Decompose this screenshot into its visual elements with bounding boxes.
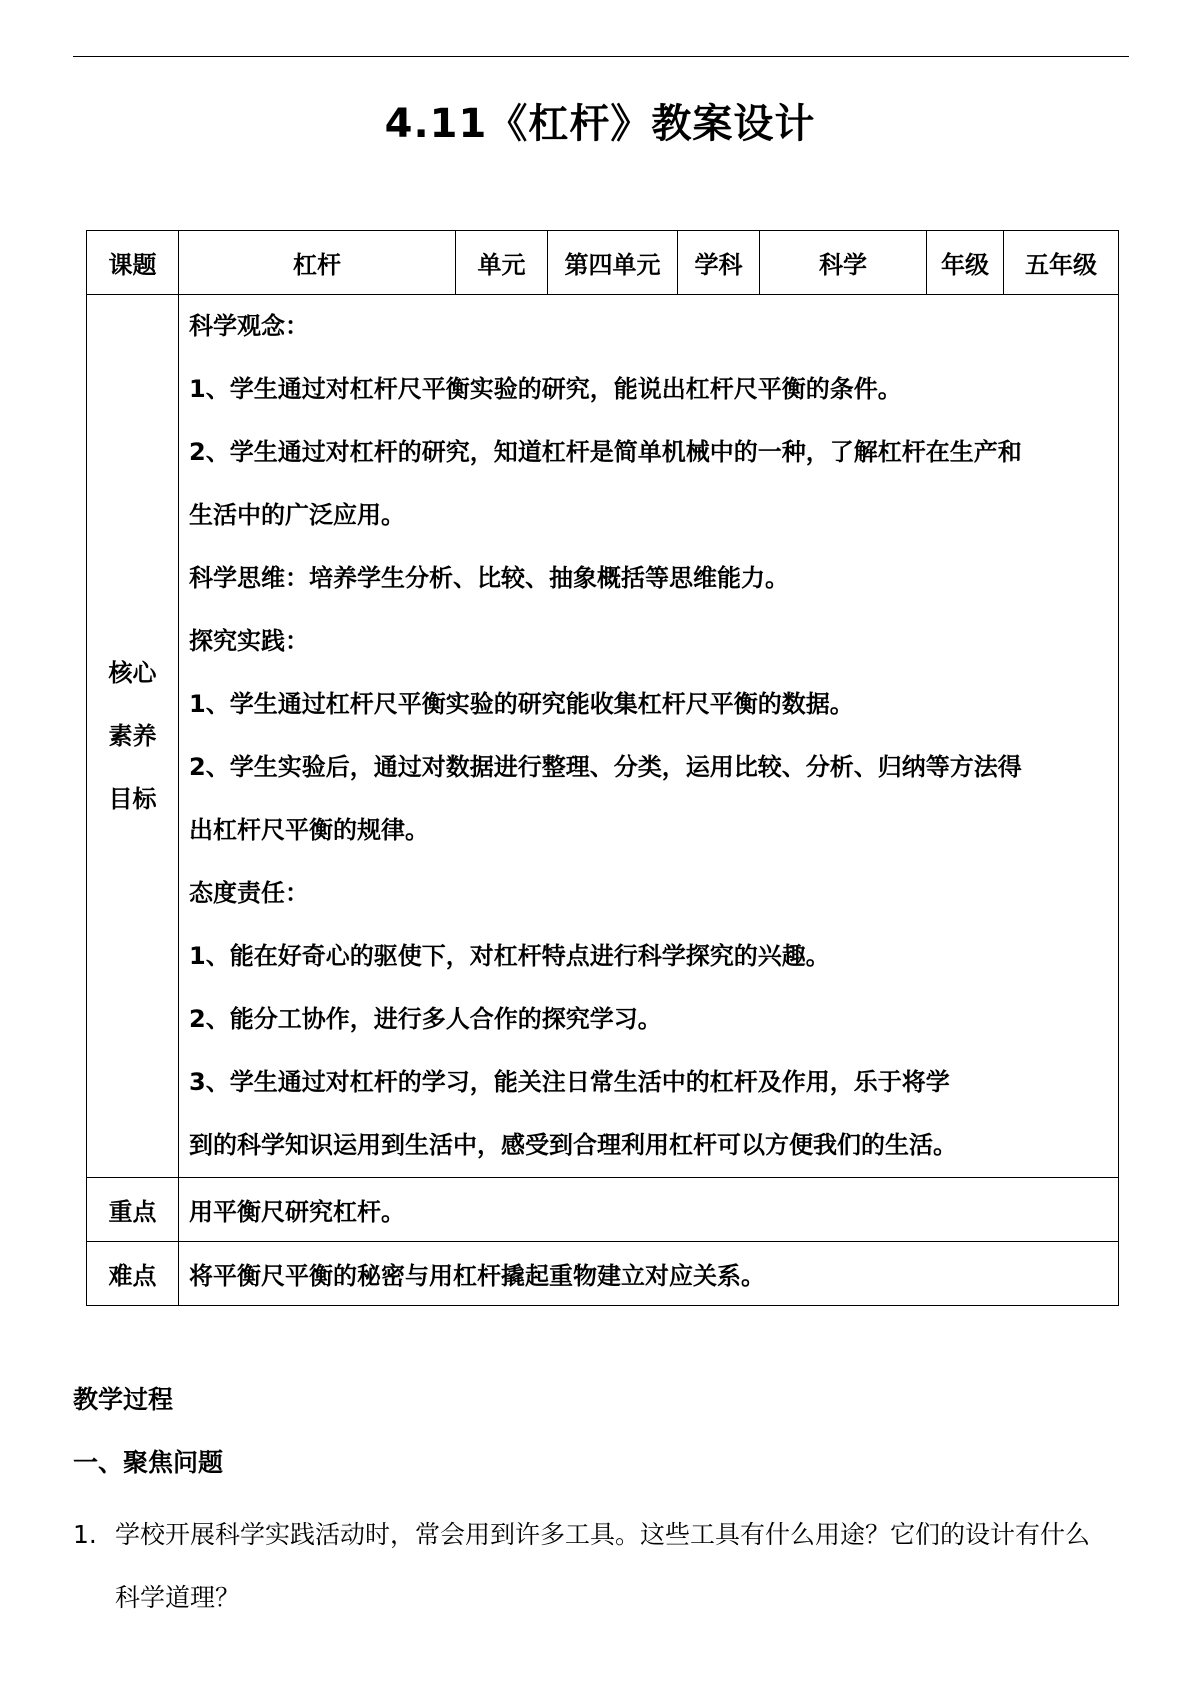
grade-value: 五年级 <box>1004 231 1119 295</box>
subject-label: 学科 <box>678 231 760 295</box>
list-item <box>73 1503 1133 1629</box>
goals-label-line: 目标 <box>108 784 157 813</box>
goal-line: 3、学生通过对杠杆的学习，能关注日常生活中的杠杆及作用，乐于将学 <box>189 1068 950 1096</box>
difficulty-label: 难点 <box>87 1242 179 1306</box>
unit-value: 第四单元 <box>548 231 678 295</box>
key-point-row <box>87 1178 1119 1242</box>
subject-value: 科学 <box>760 231 927 295</box>
list-item-number: 1. <box>73 1520 97 1549</box>
difficulty-text: 将平衡尺平衡的秘密与用杠杆撬起重物建立对应关系。 <box>179 1242 1119 1306</box>
goal-line: 态度责任： <box>189 879 309 907</box>
difficulty-row <box>87 1242 1119 1306</box>
goals-row <box>87 295 1119 1178</box>
goal-line: 2、能分工协作，进行多人合作的探究学习。 <box>189 1005 662 1033</box>
goal-line: 1、能在好奇心的驱使下，对杠杆特点进行科学探究的兴趣。 <box>189 942 830 970</box>
header-row <box>87 231 1119 295</box>
process-heading: 教学过程 <box>73 1385 174 1414</box>
goal-line: 1、学生通过杠杆尺平衡实验的研究能收集杠杆尺平衡的数据。 <box>189 690 854 718</box>
goal-line: 科学思维：培养学生分析、比较、抽象概括等思维能力。 <box>189 564 789 592</box>
goal-line: 生活中的广泛应用。 <box>189 501 405 529</box>
unit-label: 单元 <box>456 231 548 295</box>
list-item-line: 学校开展科学实践活动时，常会用到许多工具。这些工具有什么用途？它们的设计有什么 <box>115 1520 1091 1549</box>
goals-label-line: 素养 <box>108 721 157 750</box>
goal-line: 科学观念： <box>189 312 309 340</box>
header-rule <box>73 56 1129 57</box>
goals-label-line: 核心 <box>108 658 157 687</box>
goals-label <box>87 295 179 1178</box>
document-title: 4.11《杠杆》教案设计 <box>384 101 816 147</box>
grade-label: 年级 <box>927 231 1004 295</box>
goal-line: 出杠杆尺平衡的规律。 <box>189 816 429 844</box>
topic-value: 杠杆 <box>179 231 456 295</box>
list-item-line: 科学道理？ <box>115 1583 241 1612</box>
lesson-info-table <box>86 230 1119 1306</box>
goal-line: 1、学生通过对杠杆尺平衡实验的研究，能说出杠杆尺平衡的条件。 <box>189 375 902 403</box>
key-point-label: 重点 <box>87 1178 179 1242</box>
key-point-text: 用平衡尺研究杠杆。 <box>179 1178 1119 1242</box>
section-heading: 一、聚焦问题 <box>73 1448 224 1477</box>
goal-line: 探究实践： <box>189 627 309 655</box>
goal-line: 到的科学知识运用到生活中，感受到合理利用杠杆可以方便我们的生活。 <box>189 1131 957 1159</box>
topic-label: 课题 <box>87 231 179 295</box>
goals-content <box>179 295 1119 1178</box>
goal-line: 2、学生通过对杠杆的研究，知道杠杆是简单机械中的一种，了解杠杆在生产和 <box>189 438 1022 466</box>
goal-line: 2、学生实验后，通过对数据进行整理、分类，运用比较、分析、归纳等方法得 <box>189 753 1022 781</box>
